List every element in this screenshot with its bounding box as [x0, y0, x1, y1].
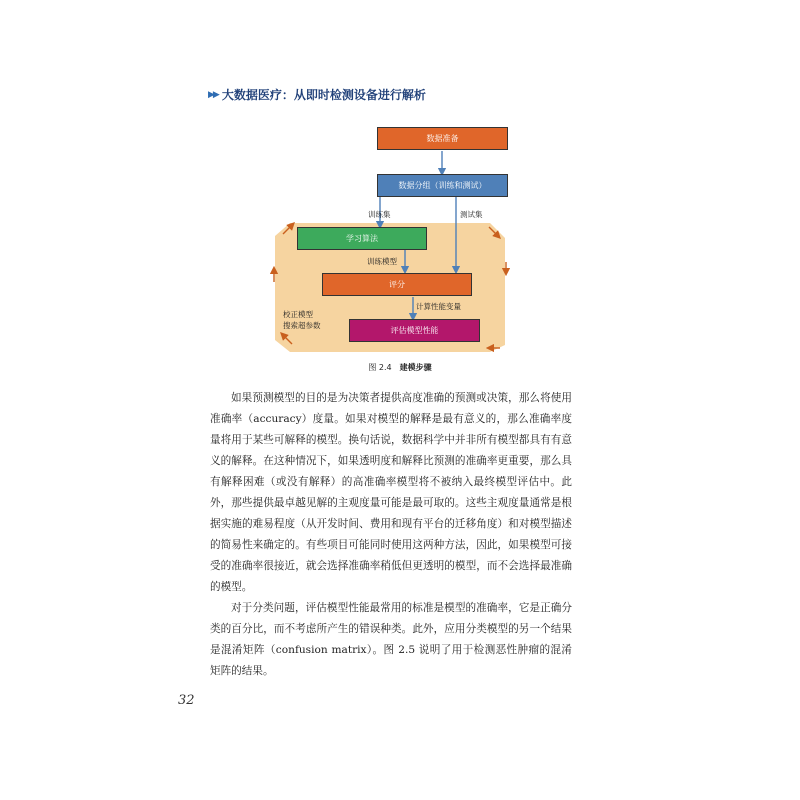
- body-text: [210, 388, 572, 682]
- caption-title: 建模步骤: [399, 363, 432, 372]
- label-train-model: 训练模型: [367, 257, 397, 266]
- label-test-set: 测试集: [460, 210, 483, 219]
- box-evaluate-performance: 评估模型性能: [349, 319, 480, 342]
- paragraph: 如果预测模型的目的是为决策者提供高度准确的预测或决策，那么将使用准确率（accuracy）度量。如果对模型的解释是最有意义的，那么准确率度量将用于某些可解释的模型。换句话说，数据科学中并非所有模型都具有有意义的解释。在这种情况下，如果透明度和解释比预测的准确率更重要，那么具有解释困难（或没有解释）的高准确率模型将不被纳入最终模型评估中。此外，那些提供最卓越见解的主观度量可能是最可取的。这些主观度量通常是根据实施的难易程度（从开发时间、费用和现有平台的迁移角度）和对模型描述的简易性来确定的。有些项目可能同时使用这两种方法，因此，如果模型可接受的准确率很接近，就会选择准确率稍低但更透明的模型，而不会选择最准确的模型。: [210, 392, 572, 593]
- label-train-set: 训练集: [368, 210, 391, 219]
- label-calibrate-model: 校正模型: [283, 310, 313, 319]
- box-learning-algorithm: 学习算法: [297, 227, 427, 250]
- box-data-preparation: 数据准备: [377, 127, 508, 150]
- paragraph: 对于分类问题，评估模型性能最常用的标准是模型的准确率，它是正确分类的百分比，而不考虑所产生的错误种类。此外，应用分类模型的另一个结果是混淆矩阵（confusion matrix）。图 2.5 说明了用于检测恶性肿瘤的混淆矩阵的结果。: [210, 602, 572, 677]
- label-calc-metrics: 计算性能变量: [416, 302, 461, 311]
- figure-caption: [0, 362, 800, 373]
- box-evaluate: 评分: [322, 273, 472, 296]
- header-title: 大数据医疗：从即时检测设备进行解析: [221, 88, 426, 102]
- double-arrow-icon: ▶▶: [208, 89, 218, 100]
- box-data-split: 数据分组（训练和测试）: [377, 174, 508, 197]
- caption-number: 图 2.4: [368, 363, 392, 372]
- page-number: 32: [178, 693, 195, 708]
- label-search-hyperparams: 搜索超参数: [283, 321, 321, 330]
